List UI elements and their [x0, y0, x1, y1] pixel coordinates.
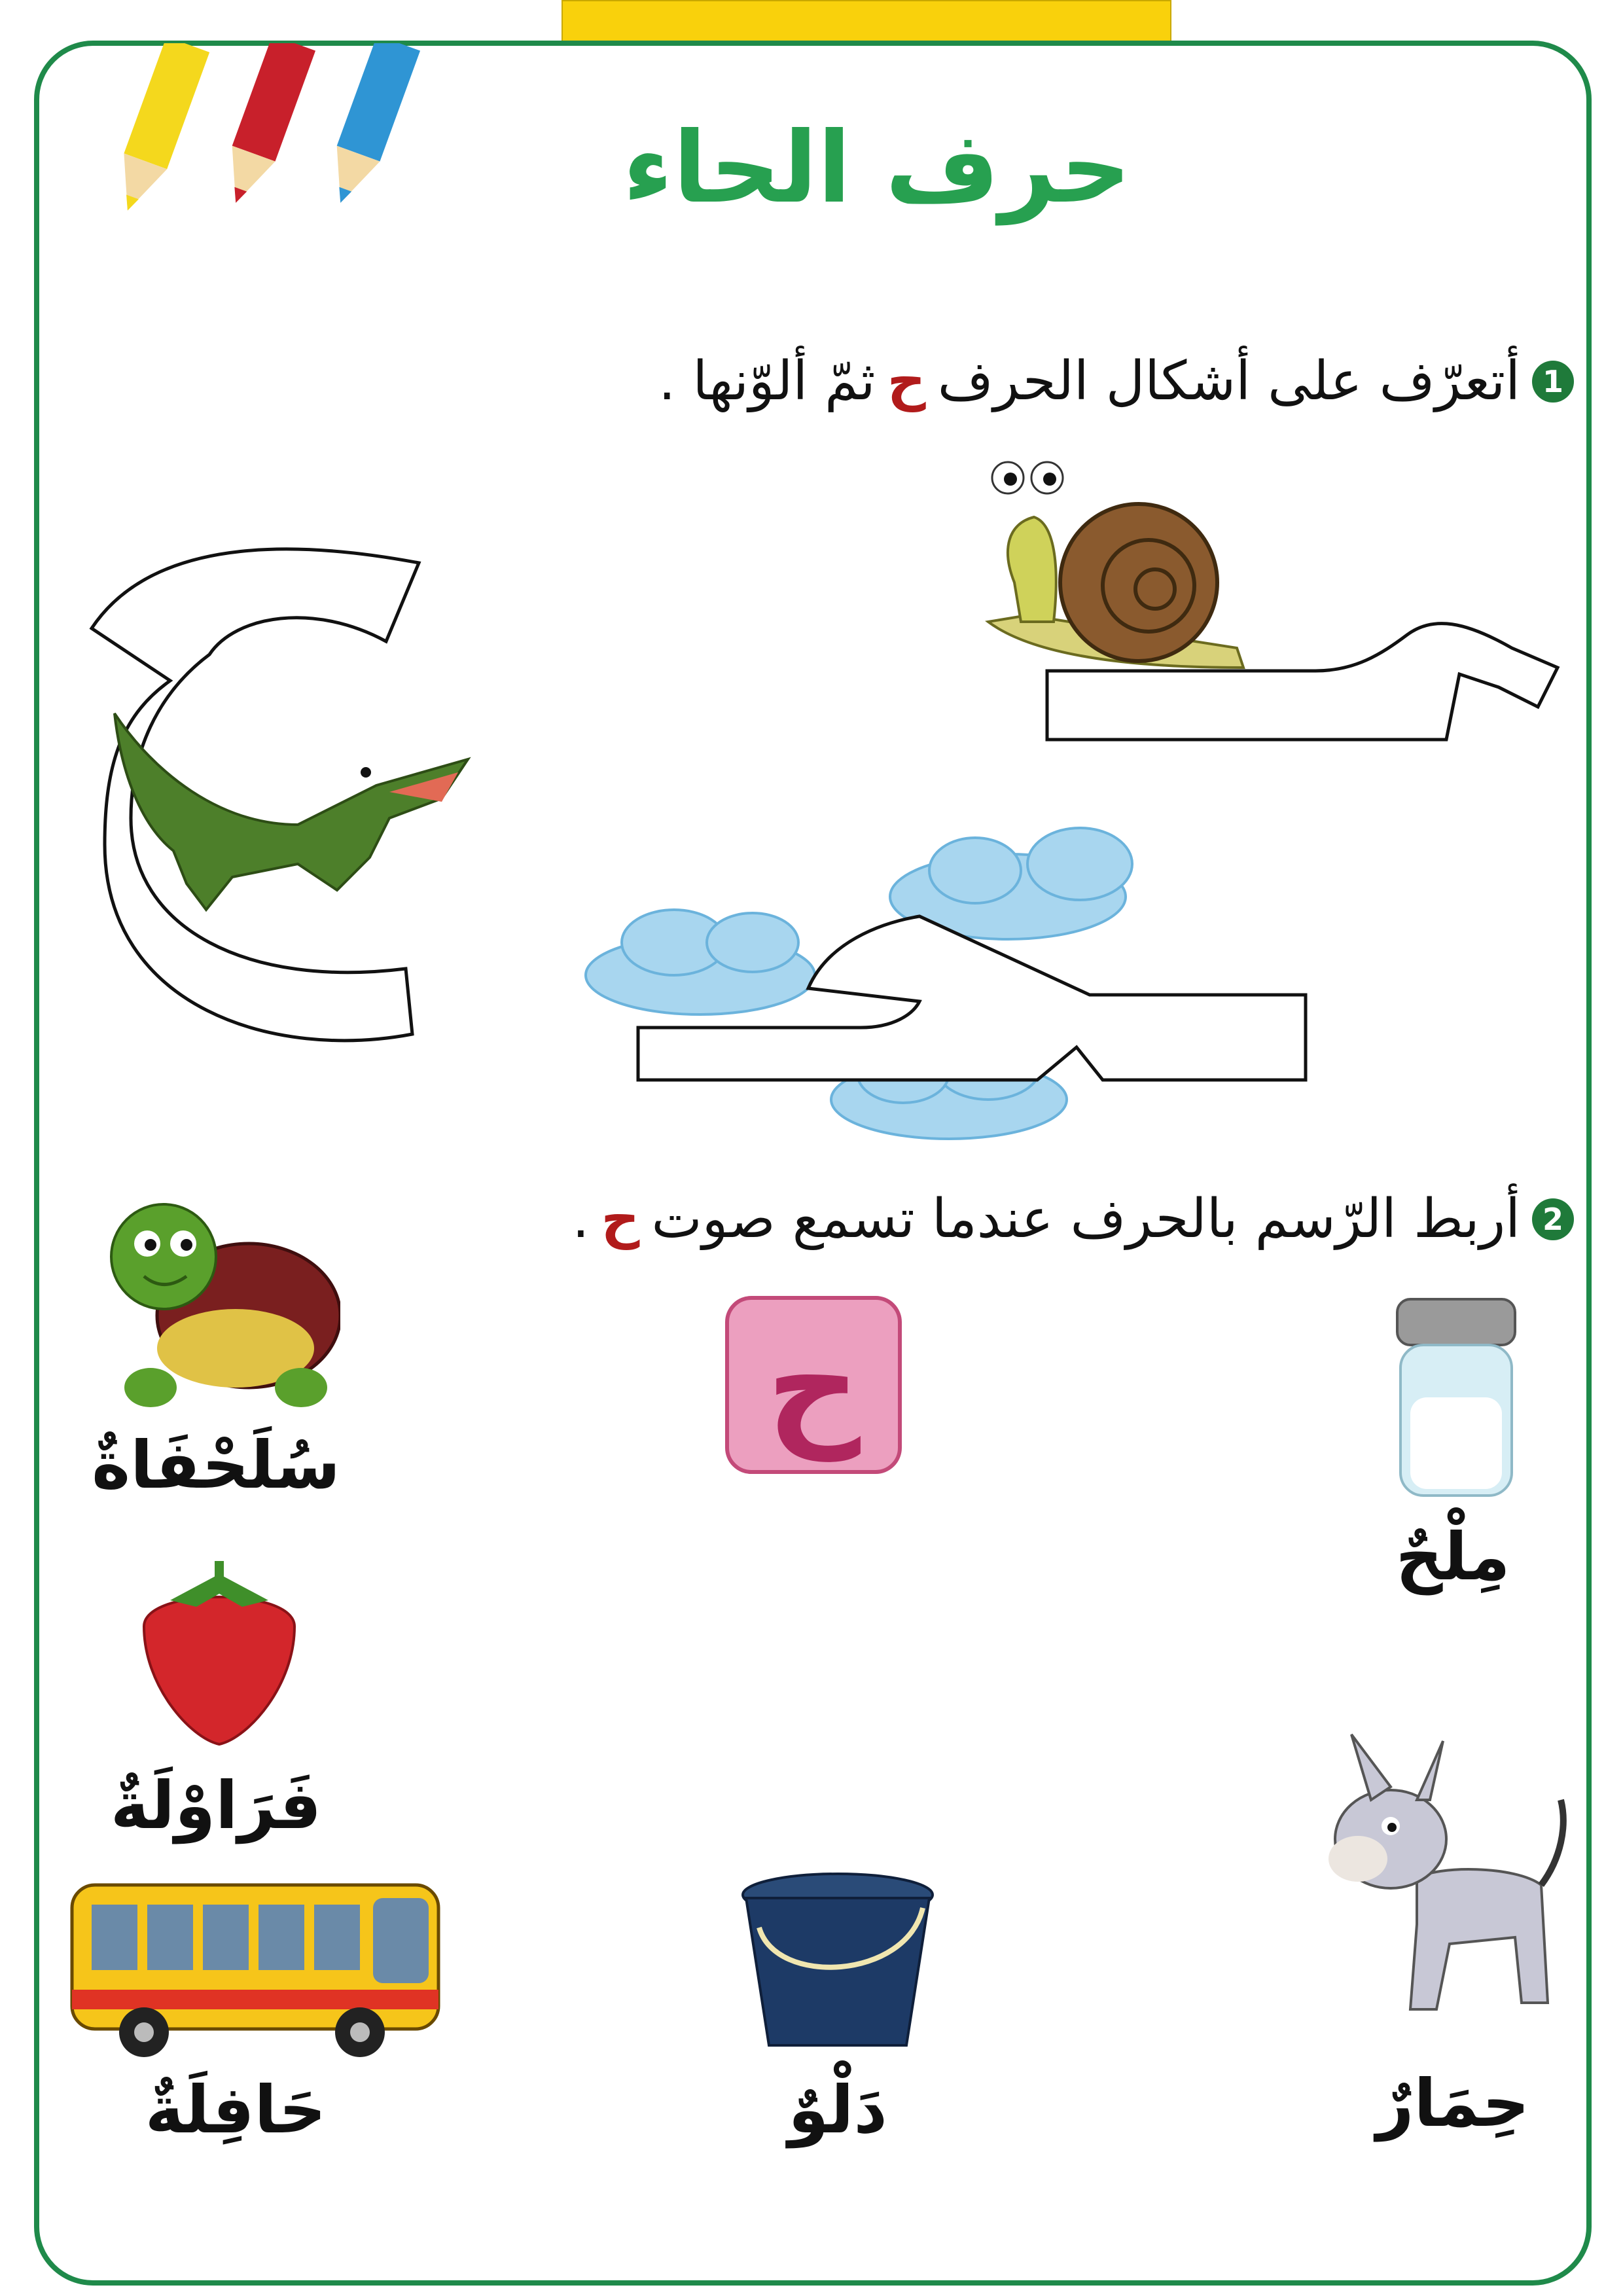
turtle-icon[interactable] — [105, 1198, 340, 1414]
instruction-1-letter: ح — [887, 350, 926, 412]
instruction-2-letter: ح — [601, 1188, 640, 1250]
instruction-2-text: أربط الرّسم بالحرف عندما تسمع صوت — [651, 1188, 1520, 1250]
page-title: حرف الحاء — [622, 111, 1132, 225]
word-turtle: سُلَحْفَاةٌ — [92, 1427, 340, 1503]
step-number-2: 2 — [1532, 1198, 1574, 1240]
word-bucket: دَلْوٌ — [788, 2072, 887, 2148]
top-bar — [562, 0, 1171, 43]
instruction-2 — [572, 1188, 1574, 1250]
word-salt: مِلْحٌ — [1395, 1518, 1510, 1595]
crocodile-icon — [101, 694, 481, 929]
bus-icon[interactable] — [65, 1872, 458, 2062]
letter-medial-outline — [632, 884, 1319, 1093]
salt-shaker-icon[interactable] — [1381, 1293, 1531, 1502]
donkey-icon[interactable] — [1319, 1728, 1580, 2036]
instruction-2-text-end: . — [572, 1188, 590, 1250]
word-bus: حَافِلَةٌ — [145, 2072, 327, 2148]
step-number-1: 1 — [1532, 361, 1574, 403]
word-donkey: حِمَارٌ — [1376, 2065, 1530, 2142]
instruction-1-text: أتعرّف على أشكال الحرف — [937, 350, 1520, 412]
bucket-icon[interactable] — [736, 1869, 939, 2058]
instruction-1 — [658, 350, 1574, 412]
snail-icon — [962, 452, 1250, 674]
target-letter-box[interactable]: ح — [725, 1296, 902, 1474]
word-strawberry: فَرَاوْلَةٌ — [110, 1767, 322, 1844]
strawberry-icon[interactable] — [131, 1561, 308, 1751]
instruction-1-text-end: ثمّ ألوّنها . — [658, 350, 876, 412]
